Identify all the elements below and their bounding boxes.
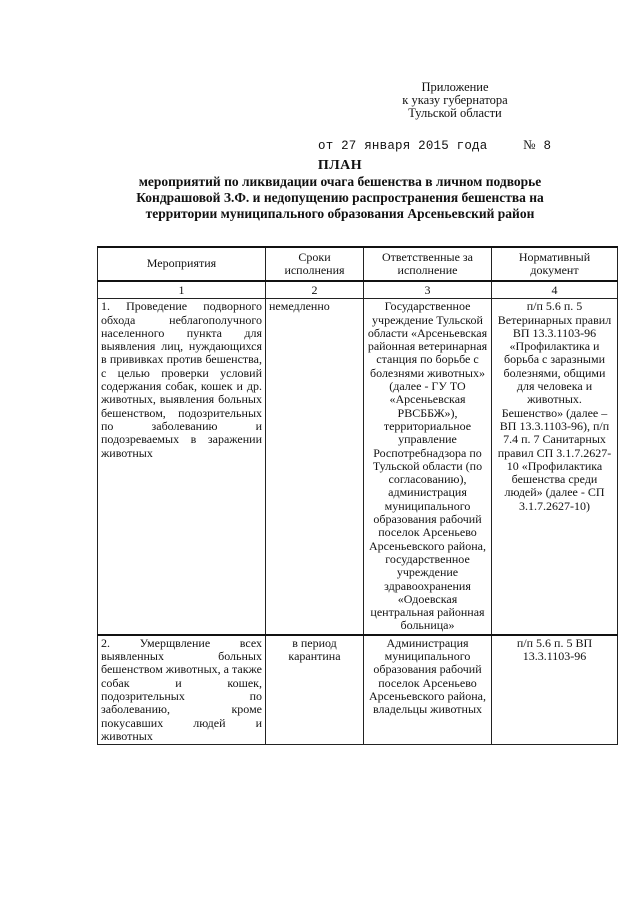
measure-cell: 2. Умерщвление всех выявленных больных бешенством животных, а также собак и кошек, подозрительных по заболеванию, кроме покусавших людей и животных	[98, 635, 266, 745]
appendix-line-3: Тульской области	[408, 106, 502, 120]
document-cell: п/п 5.6 п. 5 Ветеринарных правил ВП 13.3.1103-96 «Профилактика и борьба с заразными болезнями, общими для человека и животных. Бешенство» (далее – ВП 13.3.1103-96), п/п 7.4 п. 7 Санитарных правил СП 3.1.7.2627-10 «Профилактика бешенства среди людей» (далее - СП 3.1.7.2627-10)	[492, 299, 618, 635]
responsible-cell: Администрация муниципального образования рабочий поселок Арсеньево Арсеньевского района, владельцы животных	[364, 635, 492, 745]
appendix-block	[380, 81, 530, 120]
decree-date: 27 января 2015 года	[341, 139, 488, 153]
column-number-row	[98, 281, 618, 299]
header-terms: Сроки исполнения	[266, 247, 364, 281]
decree-date-line	[318, 137, 551, 153]
term-cell: в период карантина	[266, 635, 364, 745]
responsible-cell: Государственное учреждение Тульской области «Арсеньевская районная ветеринарная станция по борьбе с болезнями животных» (далее - ГУ ТО «Арсеньевская РВСББЖ»), территориальное управление Роспотребнадзора по Тульской области (по согласованию), администрация муниципального образования рабочий поселок Арсеньево Арсеньевского района, государственное учреждение здравоохранения «Одоевская центральная районная больница»	[364, 299, 492, 635]
decree-number: 8	[543, 139, 552, 153]
number-sign: №	[523, 137, 536, 152]
column-number: 3	[364, 281, 492, 299]
table-header-row	[98, 247, 618, 281]
document-title	[100, 158, 580, 222]
measure-cell: 1. Проведение подворного обхода неблагополучного населенного пункта для выявления лиц, нуждающихся в прививках против бешенства, с целью проверки условий содержания собак, кошек и др. животных, выявления больных бешенством, подозрительных по заболеванию и подозреваемых в заражении животных	[98, 299, 266, 635]
title-line-3: территории муниципального образования Арсеньевский район	[145, 206, 535, 221]
header-measures: Мероприятия	[98, 247, 266, 281]
table-row	[98, 635, 618, 745]
header-responsible: Ответственные за исполнение	[364, 247, 492, 281]
header-document: Нормативный документ	[492, 247, 618, 281]
appendix-line-2: к указу губернатора	[402, 93, 508, 107]
table-row	[98, 299, 618, 635]
column-number: 4	[492, 281, 618, 299]
plan-heading: ПЛАН	[317, 158, 363, 173]
title-line-1: мероприятий по ликвидации очага бешенства в личном подворье	[138, 174, 542, 189]
column-number: 2	[266, 281, 364, 299]
title-line-2: Кондрашовой З.Ф. и недопущению распространения бешенства на	[136, 190, 544, 205]
appendix-line-1: Приложение	[421, 80, 489, 94]
date-prefix: от	[318, 139, 334, 153]
measures-table	[97, 246, 618, 745]
document-cell: п/п 5.6 п. 5 ВП 13.3.1103-96	[492, 635, 618, 745]
term-cell: немедленно	[266, 299, 364, 635]
column-number: 1	[98, 281, 266, 299]
